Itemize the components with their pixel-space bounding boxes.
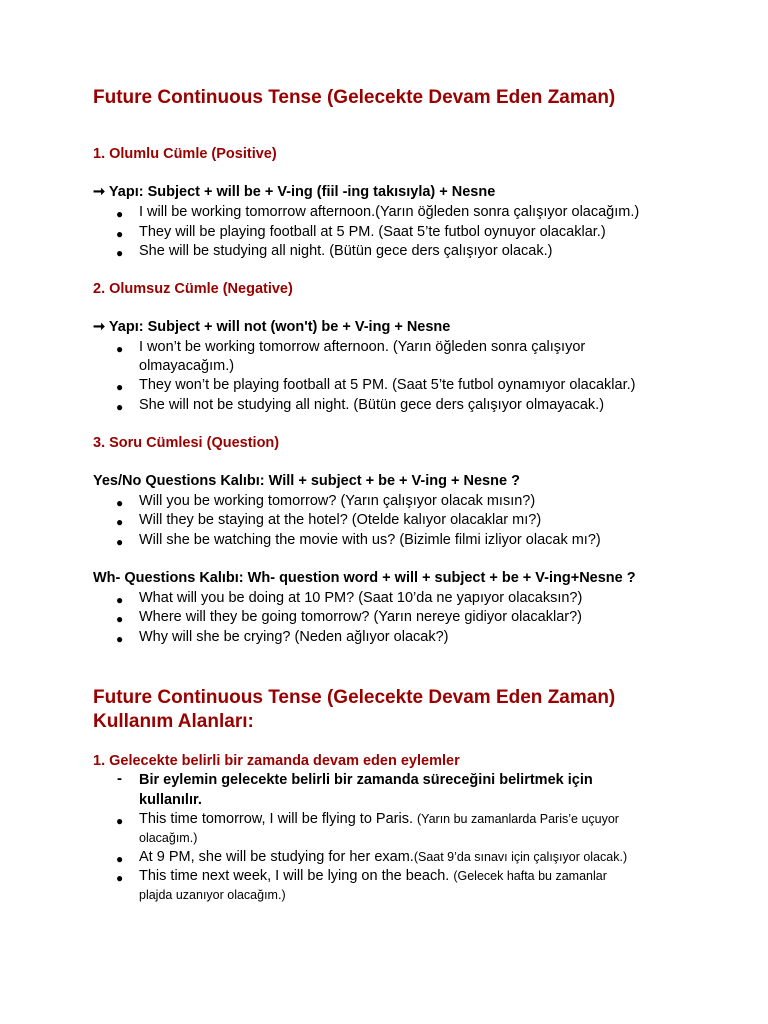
example-translation-continuation: olacağım.) — [139, 831, 198, 845]
example-translation: (Saat 9’da sınavı için çalışıyor olacak.) — [413, 850, 628, 864]
example-translation: (Gelecek hafta bu zamanlar — [453, 869, 607, 883]
page-title: Future Continuous Tense (Gelecekte Devam Eden Zaman) — [93, 87, 616, 108]
bullet-icon: ● — [116, 380, 124, 394]
example-english: At 9 PM, she will be studying for her exam. — [139, 849, 414, 865]
section-heading-question: 3. Soru Cümlesi (Question) — [93, 435, 280, 451]
list-item: Will she be watching the movie with us? (Bizimle filmi izliyor olacak mı?) — [139, 532, 601, 548]
bullet-icon: ● — [116, 496, 124, 510]
usage-title: Future Continuous Tense (Gelecekte Devam Eden Zaman) — [93, 687, 616, 708]
usage-description: Bir eylemin gelecekte belirli bir zamanda süreceğini belirtmek için — [139, 772, 593, 788]
bullet-icon: ● — [116, 593, 124, 607]
bullet-icon: ● — [116, 632, 124, 646]
list-item: What will you be doing at 10 PM? (Saat 10’da ne yapıyor olacaksın?) — [139, 590, 583, 606]
list-item: Why will she be crying? (Neden ağlıyor olacak?) — [139, 629, 449, 645]
bullet-icon: ● — [116, 535, 124, 549]
bullet-icon: ● — [116, 342, 124, 356]
bullet-icon: ● — [116, 227, 124, 241]
structure-positive: ➞ Yapı: Subject + will be + V-ing (fiil -ing takısıyla) + Nesne — [93, 184, 496, 200]
section-heading-positive: 1. Olumlu Cümle (Positive) — [93, 146, 277, 162]
bullet-icon: ● — [116, 871, 124, 885]
example-item — [139, 811, 619, 827]
list-item: She will be studying all night. (Bütün gece ders çalışıyor olacak.) — [139, 243, 553, 259]
bullet-icon: ● — [116, 814, 124, 828]
usage-title-line2: Kullanım Alanları: — [93, 711, 254, 732]
bullet-icon: ● — [116, 246, 124, 260]
list-item: She will not be studying all night. (Bütün gece ders çalışıyor olmayacak.) — [139, 397, 605, 413]
bullet-icon: ● — [116, 207, 124, 221]
list-item: They won’t be playing football at 5 PM. (Saat 5’te futbol oynamıyor olacaklar.) — [139, 377, 636, 393]
structure-yesno: Yes/No Questions Kalıbı: Will + subject + be + V-ing + Nesne ? — [93, 473, 520, 489]
example-english: This time next week, I will be lying on the beach. — [139, 868, 450, 884]
example-item — [139, 868, 607, 884]
list-item: They will be playing football at 5 PM. (Saat 5’te futbol oynuyor olacaklar.) — [139, 224, 606, 240]
list-item: I won’t be working tomorrow afternoon. (Yarın öğleden sonra çalışıyor — [139, 339, 586, 355]
structure-wh: Wh- Questions Kalıbı: Wh- question word + will + subject + be + V-ing+Nesne ? — [93, 570, 636, 586]
example-translation: (Yarın bu zamanlarda Paris’e uçuyor — [417, 812, 619, 826]
list-item: Where will they be going tomorrow? (Yarın nereye gidiyor olacaklar?) — [139, 609, 582, 625]
example-english: This time tomorrow, I will be flying to Paris. — [139, 811, 413, 827]
bullet-icon: ● — [116, 400, 124, 414]
structure-negative: ➞ Yapı: Subject + will not (won't) be + V-ing + Nesne — [93, 319, 451, 335]
list-item: Will they be staying at the hotel? (Otelde kalıyor olacaklar mı?) — [139, 512, 542, 528]
section-heading-negative: 2. Olumsuz Cümle (Negative) — [93, 281, 293, 297]
example-translation-continuation: plajda uzanıyor olacağım.) — [139, 888, 286, 902]
bullet-icon: ● — [116, 612, 124, 626]
example-item — [139, 849, 627, 865]
list-item: Will you be working tomorrow? (Yarın çalışıyor olacak mısın?) — [139, 493, 536, 509]
list-item-continuation: olmayacağım.) — [139, 358, 235, 374]
usage-heading-1: 1. Gelecekte belirli bir zamanda devam eden eylemler — [93, 753, 460, 769]
bullet-icon: ● — [116, 515, 124, 529]
usage-description-continuation: kullanılır. — [139, 792, 202, 808]
bullet-icon: ● — [116, 852, 124, 866]
list-item: I will be working tomorrow afternoon.(Yarın öğleden sonra çalışıyor olacağım.) — [139, 204, 640, 220]
dash-marker: - — [117, 770, 122, 787]
